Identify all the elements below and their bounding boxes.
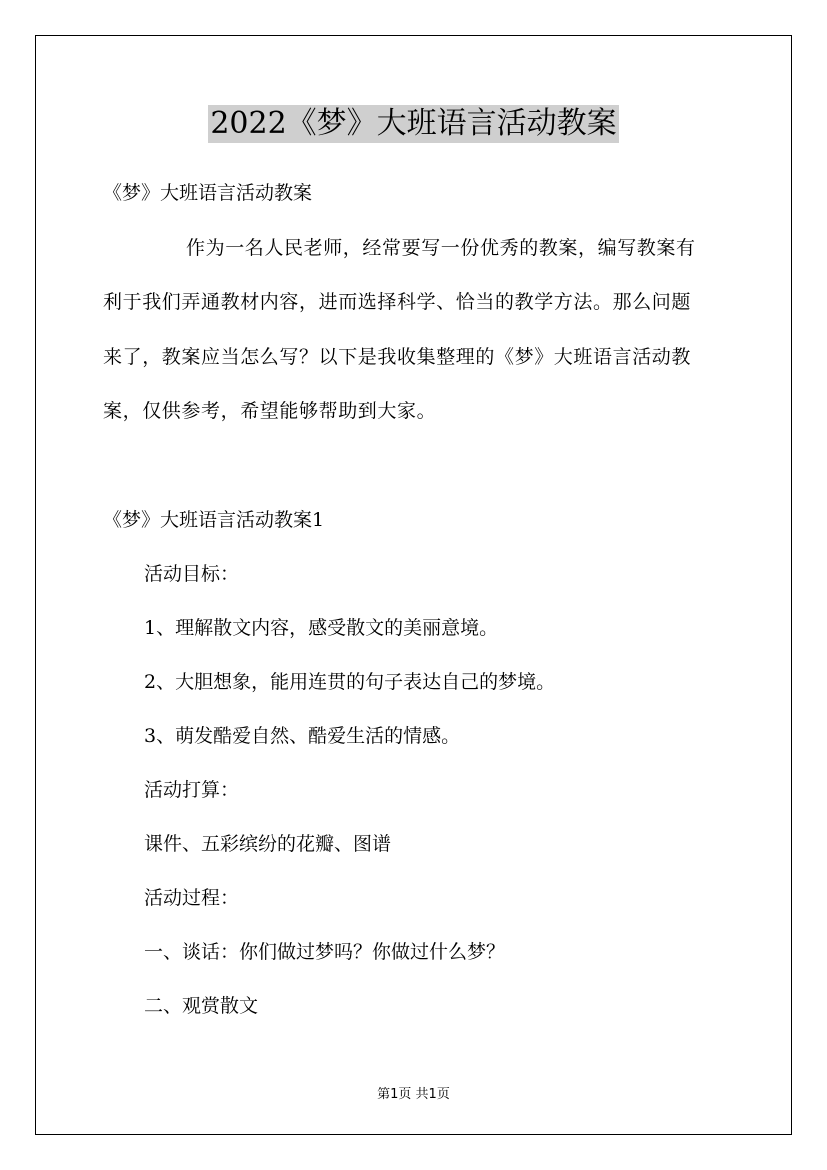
body-line: 课件、五彩缤纷的花瓣、图谱: [144, 833, 392, 855]
body-line: 一、谈话：你们做过梦吗？你做过什么梦？: [144, 941, 506, 963]
page-footer: 第1页 共1页: [377, 1087, 450, 1102]
body-line: 活动打算：: [144, 779, 240, 801]
title-container: [0, 105, 827, 143]
intro-line: 利于我们弄通教材内容，进而选择科学、恰当的教学方法。那么问题: [103, 291, 692, 313]
body-line: 3、萌发酷爱自然、酷爱生活的情感。: [144, 725, 461, 747]
intro-line: 案，仅供参考，希望能够帮助到大家。: [103, 400, 437, 422]
intro-line: 作为一名人民老师，经常要写一份优秀的教案，编写教案有: [186, 237, 696, 259]
intro-line: 来了，教案应当怎么写？以下是我收集整理的《梦》大班语言活动教: [103, 346, 692, 368]
body-line: 2、大胆想象，能用连贯的句子表达自己的梦境。: [144, 671, 556, 693]
document-subtitle: 《梦》大班语言活动教案: [103, 182, 313, 204]
body-line: 1、理解散文内容，感受散文的美丽意境。: [144, 617, 499, 639]
section-heading: 《梦》大班语言活动教案1: [103, 509, 325, 531]
body-line: 二、观赏散文: [144, 995, 259, 1017]
body-line: 活动过程：: [144, 887, 240, 909]
document-title: 2022《梦》大班语言活动教案: [210, 106, 617, 141]
body-line: 活动目标：: [144, 563, 240, 585]
